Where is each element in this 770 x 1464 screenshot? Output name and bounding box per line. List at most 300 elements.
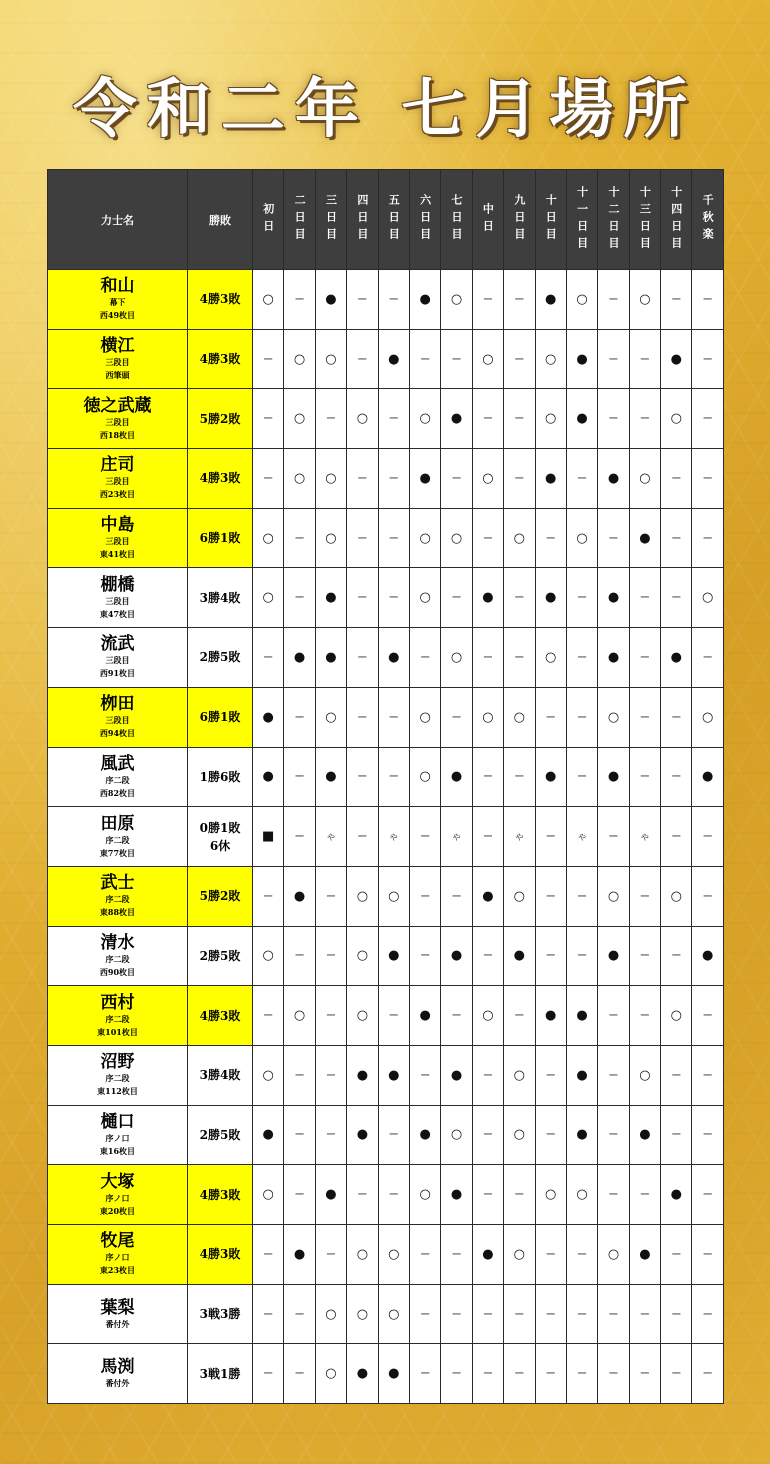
day-result — [253, 329, 284, 389]
day-result — [441, 687, 472, 747]
day-result — [472, 926, 503, 986]
day-result — [598, 926, 629, 986]
day-result — [347, 508, 378, 568]
rikishi-rank: 三段目 — [105, 536, 130, 547]
result-mark: − — [294, 1306, 306, 1322]
day-result — [661, 1165, 692, 1225]
result-mark: − — [670, 590, 682, 606]
result-mark: − — [356, 649, 368, 665]
record-cell — [188, 628, 253, 688]
header-day — [347, 170, 378, 270]
result-mark: − — [576, 470, 588, 486]
day-result — [441, 508, 472, 568]
result-mark: ■ — [262, 829, 275, 845]
day-result — [598, 747, 629, 807]
day-result — [472, 1225, 503, 1285]
result-mark: ● — [545, 470, 557, 486]
day-result — [409, 568, 440, 628]
record-cell — [188, 687, 253, 747]
day-result — [566, 1105, 597, 1165]
day-result — [504, 926, 535, 986]
day-result — [472, 329, 503, 389]
result-mark: − — [294, 1366, 306, 1382]
day-result — [661, 986, 692, 1046]
day-result — [661, 449, 692, 509]
day-result — [598, 1045, 629, 1105]
result-mark: − — [388, 291, 400, 307]
rikishi-rank: 三段目 — [105, 595, 130, 606]
day-result — [284, 1105, 315, 1165]
day-result — [409, 1105, 440, 1165]
day-result — [409, 687, 440, 747]
day-result — [315, 1165, 346, 1225]
day-result — [378, 687, 409, 747]
result-mark: ● — [356, 1067, 369, 1083]
result-mark: − — [670, 1306, 682, 1322]
result-mark: ● — [325, 590, 337, 606]
result-mark: − — [451, 709, 462, 725]
result-mark: ● — [388, 1366, 400, 1382]
table-row — [48, 1225, 724, 1285]
day-result — [472, 1284, 503, 1344]
result-mark: ● — [576, 351, 588, 367]
result-mark: − — [294, 709, 306, 725]
result-mark: ○ — [576, 291, 588, 307]
header-day-label: 千秋楽 — [701, 194, 715, 245]
header-day — [253, 170, 284, 270]
day-result — [504, 1225, 535, 1285]
rikishi-name-cell — [48, 1165, 188, 1225]
day-result — [378, 866, 409, 926]
day-result — [629, 807, 660, 867]
header-day-label: 六日目 — [418, 194, 432, 245]
result-mark: − — [451, 1366, 462, 1382]
result-mark: ● — [607, 769, 620, 785]
rikishi-rank: 東16枚目 — [99, 1145, 136, 1156]
rikishi-name-cell — [48, 270, 188, 330]
result-mark: ○ — [356, 411, 369, 427]
day-result — [253, 687, 284, 747]
day-result — [315, 1105, 346, 1165]
result-mark: − — [482, 291, 494, 307]
day-result — [378, 329, 409, 389]
record-cell — [188, 986, 253, 1046]
result-mark: ○ — [513, 1067, 525, 1083]
result-mark: − — [608, 1306, 619, 1322]
day-result — [315, 270, 346, 330]
header-day — [504, 170, 535, 270]
result-mark: − — [513, 1366, 525, 1382]
result-mark: ● — [670, 1187, 682, 1203]
result-mark: − — [294, 530, 306, 546]
day-result — [441, 270, 472, 330]
rikishi-name: 風武 — [100, 753, 135, 774]
day-result — [284, 1344, 315, 1404]
record-cell — [188, 1225, 253, 1285]
rikishi-name: 清水 — [100, 932, 135, 953]
day-result — [378, 1344, 409, 1404]
result-mark: ○ — [262, 1067, 274, 1083]
result-mark: ○ — [450, 1127, 463, 1143]
day-result — [566, 628, 597, 688]
day-result — [504, 389, 535, 449]
result-mark: ● — [262, 1127, 274, 1143]
rikishi-rank: 序ノ口 — [105, 1192, 130, 1203]
day-result — [535, 270, 566, 330]
result-mark: ○ — [356, 888, 369, 904]
header-day — [629, 170, 660, 270]
result-mark: − — [608, 1127, 619, 1143]
record-text: 3勝4敗 — [199, 590, 241, 605]
day-result — [409, 747, 440, 807]
day-result — [535, 568, 566, 628]
result-mark: や — [515, 833, 524, 843]
result-mark: − — [670, 1127, 682, 1143]
result-mark: − — [294, 1067, 306, 1083]
day-result — [378, 568, 409, 628]
result-mark: や — [389, 833, 398, 843]
day-result — [284, 508, 315, 568]
result-mark: − — [702, 411, 714, 427]
header-day — [441, 170, 472, 270]
result-mark: − — [294, 1187, 306, 1203]
result-mark: ○ — [482, 470, 494, 486]
rikishi-rank: 番付外 — [105, 1378, 130, 1389]
header-day — [315, 170, 346, 270]
day-result — [441, 866, 472, 926]
day-result — [692, 1165, 723, 1225]
record-cell — [188, 1105, 253, 1165]
day-result — [472, 1344, 503, 1404]
rikishi-name-cell — [48, 628, 188, 688]
result-mark: − — [451, 470, 462, 486]
day-result — [441, 449, 472, 509]
day-result — [441, 926, 472, 986]
rikishi-rank: 番付外 — [105, 1318, 130, 1329]
result-mark: − — [702, 649, 714, 665]
rikishi-name: 中島 — [100, 515, 135, 536]
result-mark: − — [608, 829, 619, 845]
result-mark: − — [608, 1187, 619, 1203]
result-mark: ○ — [356, 1246, 369, 1262]
day-result — [535, 747, 566, 807]
day-result — [284, 389, 315, 449]
result-mark: ○ — [262, 590, 274, 606]
day-result — [347, 1225, 378, 1285]
day-result — [598, 1284, 629, 1344]
day-result — [661, 628, 692, 688]
day-result — [566, 866, 597, 926]
day-result — [535, 1165, 566, 1225]
day-result — [315, 926, 346, 986]
day-result — [472, 389, 503, 449]
result-mark: − — [262, 1008, 274, 1024]
day-result — [441, 1045, 472, 1105]
result-mark: ○ — [670, 411, 682, 427]
result-mark: − — [262, 470, 274, 486]
rikishi-rank: 序二段 — [105, 834, 130, 845]
result-mark: ● — [356, 1366, 369, 1382]
record-text: 5勝2敗 — [199, 411, 241, 426]
day-result — [409, 449, 440, 509]
day-result — [629, 926, 660, 986]
result-mark: − — [702, 351, 714, 367]
day-result — [378, 807, 409, 867]
record-cell — [188, 747, 253, 807]
result-mark: − — [419, 1246, 431, 1262]
day-result — [253, 568, 284, 628]
result-mark: − — [702, 1306, 714, 1322]
rikishi-name-cell — [48, 389, 188, 449]
result-mark: ● — [482, 888, 494, 904]
result-mark: − — [356, 829, 368, 845]
day-result — [441, 568, 472, 628]
day-result — [566, 329, 597, 389]
record-text: 4勝3敗 — [199, 1187, 241, 1202]
day-result — [472, 1105, 503, 1165]
header-day-label: 中日 — [481, 202, 495, 237]
result-mark: ○ — [576, 530, 588, 546]
result-mark: − — [608, 411, 619, 427]
day-result — [504, 1045, 535, 1105]
day-result — [315, 1045, 346, 1105]
result-mark: ● — [639, 1127, 651, 1143]
table-row — [48, 449, 724, 509]
record-cell — [188, 1165, 253, 1225]
result-mark: − — [576, 1366, 588, 1382]
record-text: 2勝5敗 — [199, 948, 241, 963]
day-result — [535, 687, 566, 747]
day-result — [253, 449, 284, 509]
rikishi-rank: 東112枚目 — [97, 1086, 138, 1097]
result-mark: − — [482, 530, 494, 546]
day-result — [409, 508, 440, 568]
record-cell — [188, 270, 253, 330]
day-result — [378, 986, 409, 1046]
result-mark: ○ — [450, 291, 463, 307]
result-mark: ● — [325, 769, 337, 785]
table-row — [48, 1045, 724, 1105]
result-mark: − — [545, 1246, 557, 1262]
result-mark: ○ — [639, 1067, 651, 1083]
result-mark: − — [513, 351, 525, 367]
record-text: 4勝3敗 — [199, 1247, 241, 1262]
result-mark: − — [419, 351, 431, 367]
result-mark: − — [262, 649, 274, 665]
result-mark: − — [356, 769, 368, 785]
rikishi-rank: 西94枚目 — [99, 728, 136, 739]
result-mark: − — [419, 829, 431, 845]
result-mark: ○ — [419, 590, 431, 606]
day-result — [661, 687, 692, 747]
day-result — [692, 926, 723, 986]
result-mark: − — [513, 590, 525, 606]
day-result — [692, 986, 723, 1046]
header-day — [378, 170, 409, 270]
rikishi-rank: 西23枚目 — [99, 489, 136, 500]
day-result — [284, 628, 315, 688]
result-mark: ● — [513, 948, 525, 964]
result-mark: ● — [576, 411, 588, 427]
day-result — [409, 1344, 440, 1404]
result-mark: − — [576, 590, 588, 606]
result-mark: − — [388, 470, 400, 486]
result-mark: − — [639, 590, 651, 606]
day-result — [535, 866, 566, 926]
result-mark: − — [294, 1127, 306, 1143]
day-result — [535, 1045, 566, 1105]
result-mark: ● — [576, 1067, 588, 1083]
day-result — [347, 926, 378, 986]
rikishi-name-cell — [48, 329, 188, 389]
header-day-label: 初日 — [261, 202, 275, 237]
result-mark: ○ — [356, 1008, 369, 1024]
day-result — [566, 1225, 597, 1285]
result-mark: ● — [576, 1127, 588, 1143]
day-result — [253, 926, 284, 986]
day-result — [284, 926, 315, 986]
result-mark: − — [325, 1008, 337, 1024]
day-result — [566, 568, 597, 628]
table-row — [48, 807, 724, 867]
result-mark: − — [451, 1306, 462, 1322]
day-result — [598, 1105, 629, 1165]
day-result — [253, 1284, 284, 1344]
day-result — [253, 1225, 284, 1285]
table-row — [48, 866, 724, 926]
day-result — [504, 270, 535, 330]
day-result — [378, 1225, 409, 1285]
result-mark: − — [608, 530, 619, 546]
header-record: 勝敗 — [188, 170, 253, 270]
header-name: 力士名 — [48, 170, 188, 270]
result-mark: ● — [450, 1187, 463, 1203]
day-result — [692, 329, 723, 389]
result-mark: − — [608, 351, 619, 367]
result-mark: − — [388, 530, 400, 546]
day-result — [472, 628, 503, 688]
day-result — [378, 508, 409, 568]
day-result — [629, 568, 660, 628]
rikishi-rank: 西18枚目 — [99, 429, 136, 440]
result-mark: − — [419, 1067, 431, 1083]
header-day — [661, 170, 692, 270]
result-mark: ● — [325, 1187, 337, 1203]
rikishi-rank: 序二段 — [105, 774, 130, 785]
day-result — [504, 687, 535, 747]
day-result — [347, 329, 378, 389]
header-day — [284, 170, 315, 270]
table-row — [48, 926, 724, 986]
rikishi-name-cell — [48, 747, 188, 807]
day-result — [661, 389, 692, 449]
header-day — [692, 170, 723, 270]
day-result — [347, 866, 378, 926]
result-mark: ○ — [545, 351, 557, 367]
result-mark: ○ — [513, 1127, 525, 1143]
day-result — [629, 329, 660, 389]
record-cell — [188, 866, 253, 926]
rikishi-rank: 序二段 — [105, 953, 130, 964]
rikishi-name-cell — [48, 568, 188, 628]
header-day — [409, 170, 440, 270]
result-mark: − — [545, 948, 557, 964]
result-mark: − — [294, 291, 306, 307]
header-day — [566, 170, 597, 270]
day-result — [315, 1344, 346, 1404]
day-result — [598, 986, 629, 1046]
day-result — [692, 389, 723, 449]
result-mark: − — [356, 1187, 368, 1203]
result-mark: ○ — [482, 709, 494, 725]
header-day-label: 九日目 — [512, 194, 526, 245]
result-mark: ● — [639, 530, 651, 546]
rikishi-rank: 序二段 — [105, 894, 130, 905]
day-result — [378, 747, 409, 807]
result-mark: − — [356, 470, 368, 486]
day-result — [535, 628, 566, 688]
result-mark: − — [576, 888, 588, 904]
header-day — [472, 170, 503, 270]
result-mark: − — [639, 709, 651, 725]
record-cell — [188, 389, 253, 449]
result-mark: − — [419, 948, 431, 964]
day-result — [472, 866, 503, 926]
day-result — [504, 807, 535, 867]
day-result — [441, 389, 472, 449]
result-mark: − — [608, 1067, 619, 1083]
result-mark: − — [702, 1366, 714, 1382]
rikishi-name: 樋口 — [100, 1111, 135, 1132]
result-mark: ● — [545, 769, 557, 785]
table-row — [48, 508, 724, 568]
day-result — [566, 807, 597, 867]
day-result — [409, 926, 440, 986]
result-mark: − — [670, 948, 682, 964]
day-result — [692, 568, 723, 628]
rikishi-rank: 東77枚目 — [99, 847, 136, 858]
result-mark: − — [513, 1187, 525, 1203]
result-mark: ● — [419, 1127, 431, 1143]
result-mark: − — [482, 1366, 494, 1382]
result-mark: − — [639, 1306, 651, 1322]
rikishi-rank: 三段目 — [105, 357, 130, 368]
result-mark: や — [452, 833, 461, 843]
result-mark: − — [294, 590, 306, 606]
result-mark: − — [513, 769, 525, 785]
table-row — [48, 568, 724, 628]
record-cell — [188, 1045, 253, 1105]
day-result — [315, 1284, 346, 1344]
day-result — [598, 687, 629, 747]
day-result — [347, 986, 378, 1046]
day-result — [378, 628, 409, 688]
day-result — [347, 449, 378, 509]
table-row — [48, 1344, 724, 1404]
day-result — [692, 270, 723, 330]
day-result — [504, 329, 535, 389]
day-result — [441, 1105, 472, 1165]
result-mark: ● — [576, 1008, 588, 1024]
result-mark: ○ — [513, 1246, 525, 1262]
day-result — [566, 1165, 597, 1225]
result-mark: ○ — [670, 888, 682, 904]
day-result — [253, 866, 284, 926]
result-mark: − — [482, 649, 494, 665]
result-mark: − — [670, 470, 682, 486]
day-result — [409, 389, 440, 449]
result-mark: − — [702, 1127, 714, 1143]
